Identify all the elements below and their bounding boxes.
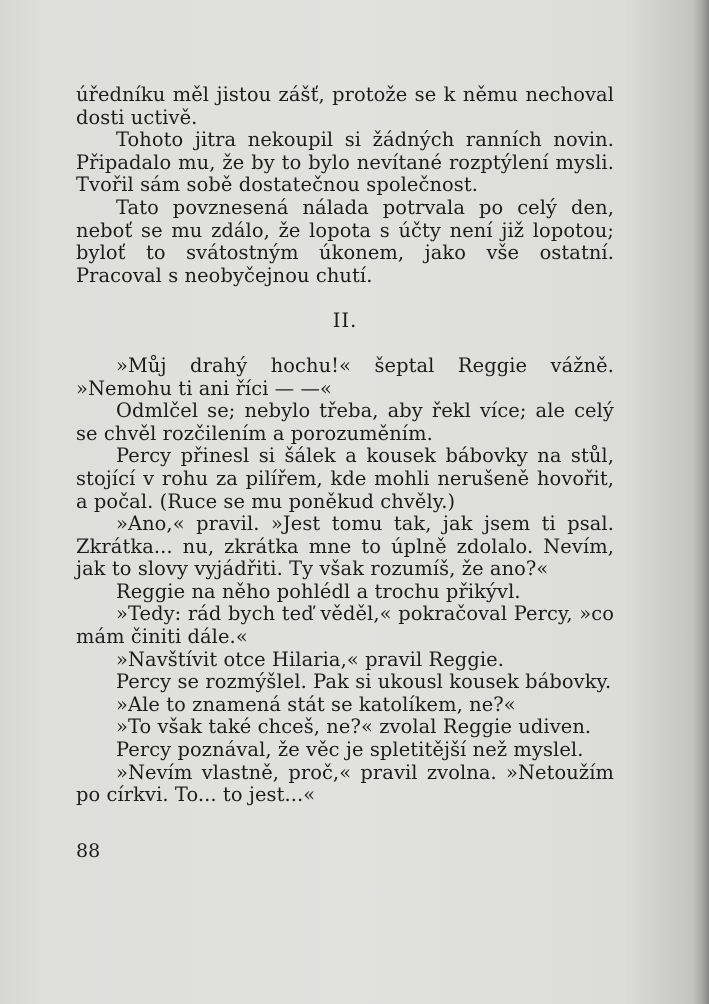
paragraph-2: Tohoto jitra nekoupil si žádných ranních novin. Připadalo mu, že by to bylo nevítané rozptýlení mysli. Tvořil sám sobě dostatečnou společnost. (76, 128, 614, 197)
chapter-heading: II. (332, 309, 358, 333)
paragraph-13: »To však také chceš, ne?« zvolal Reggie udiven. (116, 715, 592, 739)
paragraph-1: úředníku měl jistou zášť, protože se k němu nechoval dosti uctivě. (76, 83, 614, 129)
page-edge-shadow (693, 0, 709, 1004)
page-number: 88 (76, 840, 101, 862)
paragraph-7: »Ano,« pravil. »Jest tomu tak, jak jsem ti psal. Zkrátka... nu, zkrátka mne to úplně zdolalo. Nevím, jak to slovy vyjádřiti. Ty však rozumíš, že ano?« (76, 512, 614, 581)
paragraph-4: »Můj drahý hochu!« šeptal Reggie vážně. »Nemohu ti ani říci — —« (76, 353, 614, 400)
paragraph-10: »Navštívit otce Hilaria,« pravil Reggie. (116, 647, 504, 671)
paragraph-8: Reggie na něho pohlédl a trochu přikývl. (116, 579, 521, 603)
paragraph-5: Odmlčel se; nebylo třeba, aby řekl více; ale celý se chvěl rozčilením a porozuměním. (76, 399, 614, 445)
paragraph-12: »Ale to znamená stát se katolíkem, ne?« (116, 692, 516, 716)
paragraph-6: Percy přinesl si šálek a kousek bábovky na stůl, stojící v rohu za pilířem, kde mohli nerušeně hovořit, a počal. (Ruce se mu poněkud chvěly.) (76, 444, 614, 513)
paragraph-15: »Nevím vlastně, proč,« pravil zvolna. »Netoužím po církvi. To... to jest...« (76, 760, 614, 807)
paragraph-3: Tato povznesená nálada potrvala po celý den, neboť se mu zdálo, že lopota s účty není již lopotou; byloť to svátostným úkonem, jako vše ostatní. Pracoval s neobyčejnou chutí. (76, 195, 614, 287)
body-text (76, 84, 614, 807)
paragraph-11: Percy se rozmýšlel. Pak si ukousl kousek bábovky. (116, 670, 612, 694)
paragraph-14: Percy poznával, že věc je spletitější než myslel. (116, 738, 584, 762)
paragraph-9: »Tedy: rád bych teď věděl,« pokračoval Percy, »co mám činiti dále.« (76, 602, 614, 649)
